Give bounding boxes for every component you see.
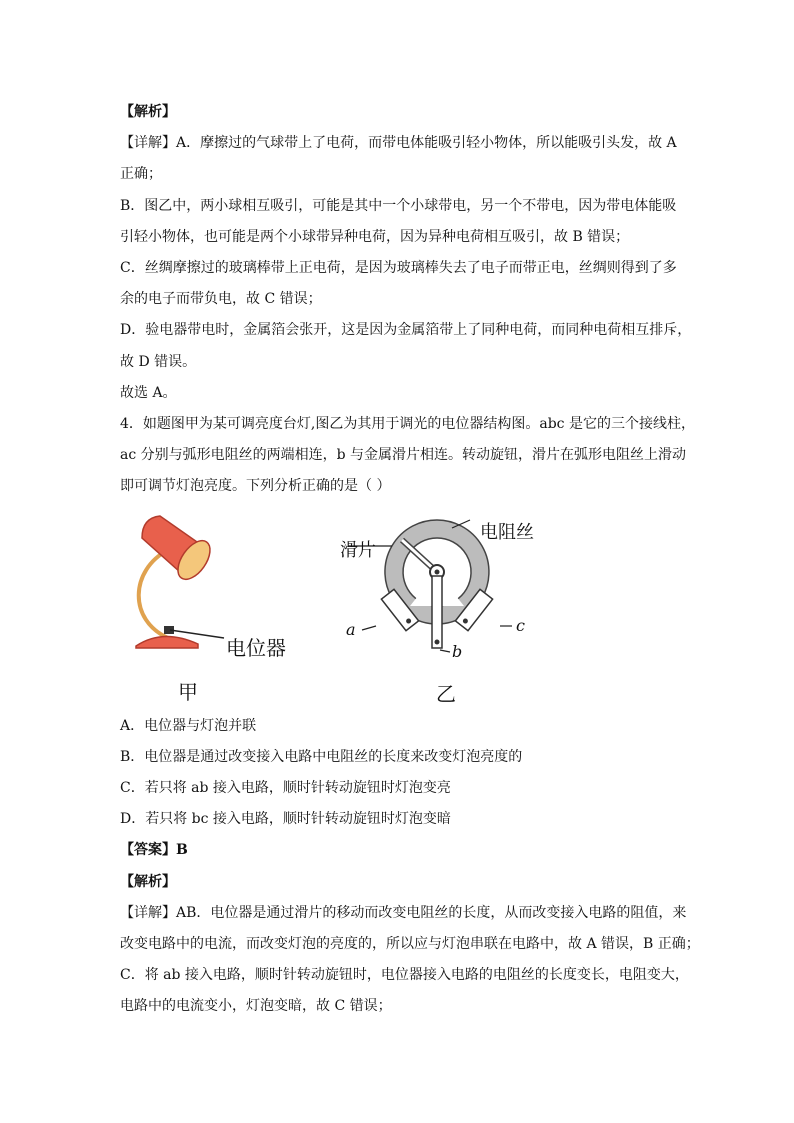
- text-line: D．若只将 bc 接入电路，顺时针转动旋钮时灯泡变暗: [120, 811, 451, 828]
- slider-label: 滑片: [340, 540, 376, 561]
- text-line: 【详解】AB．电位器是通过滑片的移动而改变电阻丝的长度，从而改变接入电路的阻值，来: [120, 904, 687, 921]
- text-line: C．若只将 ab 接入电路，顺时针转动旋钮时灯泡变亮: [120, 780, 451, 797]
- terminal-a-label: a: [346, 620, 356, 639]
- text-line: A．电位器与灯泡并联: [120, 718, 257, 734]
- text-line: C．丝绸摩擦过的玻璃棒带上正电荷，是因为玻璃棒失去了电子而带正电，丝绸则得到了多: [120, 260, 677, 276]
- terminal-b-label: b: [452, 642, 463, 661]
- lamp-caption: 甲: [178, 680, 198, 704]
- text-line: 即可调节灯泡亮度。下列分析正确的是（ ）: [120, 478, 391, 495]
- text-line: B．图乙中，两小球相互吸引，可能是其中一个小球带电，另一个不带电，因为带电体能吸: [120, 197, 677, 214]
- lamp-base: [136, 636, 198, 648]
- text-line: 【解析】: [120, 104, 176, 120]
- text-line: ac 分别与弧形电阻丝的两端相连，b 与金属滑片相连。转动旋钮，滑片在弧形电阻丝上滑动: [120, 447, 687, 464]
- text-line: D．验电器带电时，金属箔会张开，这是因为金属箔带上了同种电荷，而同种电荷相互排斥，: [120, 322, 692, 339]
- text-line: 【解析】: [120, 873, 176, 890]
- text-line: 改变电路中的电流，而改变灯泡的亮度的，所以应与灯泡串联在电路中，故 A 错误，B 正确；: [120, 935, 700, 952]
- text-line: 【答案】B: [120, 842, 188, 859]
- lamp-potentiometer-label: 电位器: [226, 636, 286, 660]
- text-line: 故选 A。: [120, 384, 177, 401]
- text-line: 故 D 错误。: [120, 353, 197, 370]
- terminal-b: [432, 576, 442, 648]
- text-line: B．电位器是通过改变接入电路中电阻丝的长度来改变灯泡亮度的: [120, 749, 523, 766]
- lamp-head: [142, 516, 216, 585]
- text-line: 余的电子而带负电，故 C 错误；: [120, 291, 322, 308]
- lamp-arm: [139, 550, 168, 638]
- potentiometer-caption: 乙: [436, 682, 456, 706]
- text-line: 【详解】A．摩擦过的气球带上了电荷，而带电体能吸引轻小物体，所以能吸引头发，故 A: [120, 135, 677, 152]
- text-line: 引轻小物体，也可能是两个小球带异种电荷，因为异种电荷相互吸引，故 B 错误；: [120, 228, 630, 245]
- text-line: 电路中的电流变小，灯泡变暗，故 C 错误；: [120, 997, 392, 1014]
- text-line: 正确；: [120, 166, 162, 183]
- text-line: C．将 ab 接入电路，顺时针转动旋钮时，电位器接入电路的电阻丝的长度变长，电阻变大，: [120, 966, 689, 983]
- terminal-c-label: c: [516, 616, 525, 635]
- resistance-wire-label: 电阻丝: [480, 522, 534, 543]
- text-line: 4．如题图甲为某可调亮度台灯,图乙为其用于调光的电位器结构图。abc 是它的三个接线柱，: [120, 416, 695, 432]
